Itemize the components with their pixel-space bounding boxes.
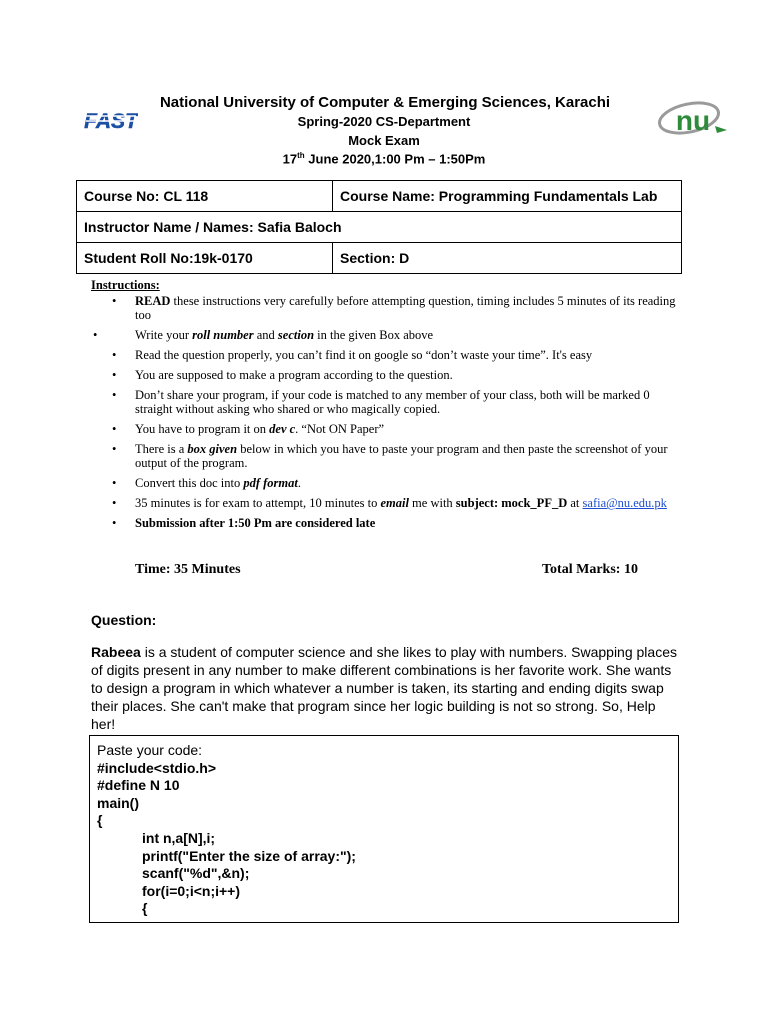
fast-logo-text: FAST (84, 110, 138, 133)
roll-no-cell: Student Roll No:19k-0170 (77, 243, 333, 274)
instruction-item: • Write your roll number and section in the given Box above (93, 328, 434, 342)
instruction-item: • There is a box given below in which you have to paste your program and then paste the screenshot of your output of the program. (112, 442, 668, 470)
email-link[interactable]: safia@nu.edu.pk (582, 496, 667, 510)
instruction-item: • Submission after 1:50 Pm are considered late (112, 516, 376, 530)
code-line: { (97, 812, 103, 829)
code-line: scanf("%d",&n); (142, 865, 250, 882)
section-cell: Section: D (333, 243, 682, 274)
code-line: #define N 10 (97, 777, 180, 794)
instructions-list (93, 294, 680, 536)
nu-logo-text: nu (675, 105, 711, 136)
semester-title: Spring-2020 CS-Department (297, 114, 471, 129)
course-name-cell: Course Name: Programming Fundamentals Lab (333, 181, 682, 212)
time-label: Time: 35 Minutes (135, 562, 241, 577)
course-no-cell: Course No: CL 118 (77, 181, 333, 212)
exam-title: Mock Exam (348, 133, 420, 148)
exam-date: 17th June 2020,1:00 Pm – 1:50Pm (282, 151, 486, 167)
university-title: National University of Computer & Emerging Sciences, Karachi (159, 94, 611, 111)
code-line: printf("Enter the size of array:"); (142, 847, 356, 864)
course-info-table (76, 180, 682, 274)
code-lines (97, 760, 671, 918)
instruction-item: • READ these instructions very carefully before attempting question, timing includes 5 minutes of its reading too (112, 294, 676, 322)
instruction-item: • Read the question properly, you can’t find it on google so “don’t waste your time”. It's easy (112, 348, 593, 362)
code-line: { (142, 900, 148, 917)
instructor-cell: Instructor Name / Names: Safia Baloch (77, 212, 682, 243)
question-title: Question: (91, 612, 157, 628)
instruction-item: • 35 minutes is for exam to attempt, 10 minutes to email me with subject: mock_PF_D at safia@nu.edu.pk (112, 496, 667, 510)
question-text: Rabeea is a student of computer science and she likes to play with numbers. Swapping places of digits present in any number to make different combinations is her favorite work. She wants to design a program in which whatever a number is taken, its starting and ending digits swap their places. She can't make that program since her logic building is not so strong. So, Help her! (91, 644, 677, 732)
instruction-item: • Don’t share your program, if your code is matched to any member of your class, both will be marked 0 straight without asking who shared or who magically copied. (112, 388, 650, 416)
code-line: for(i=0;i<n;i++) (142, 882, 241, 899)
code-box-label: Paste your code: (97, 742, 203, 758)
instruction-item: • You have to program it on dev c. “Not ON Paper” (112, 422, 385, 436)
instruction-item: • Convert this doc into pdf format. (112, 476, 301, 490)
instructions-title: Instructions: (91, 278, 160, 292)
code-line: int n,a[N],i; (142, 829, 216, 846)
code-box[interactable] (89, 735, 679, 923)
total-marks: Total Marks: 10 (542, 562, 638, 577)
code-line: main() (97, 794, 139, 811)
code-line: #include<stdio.h> (97, 759, 217, 776)
instruction-item: • You are supposed to make a program according to the question. (112, 368, 453, 382)
